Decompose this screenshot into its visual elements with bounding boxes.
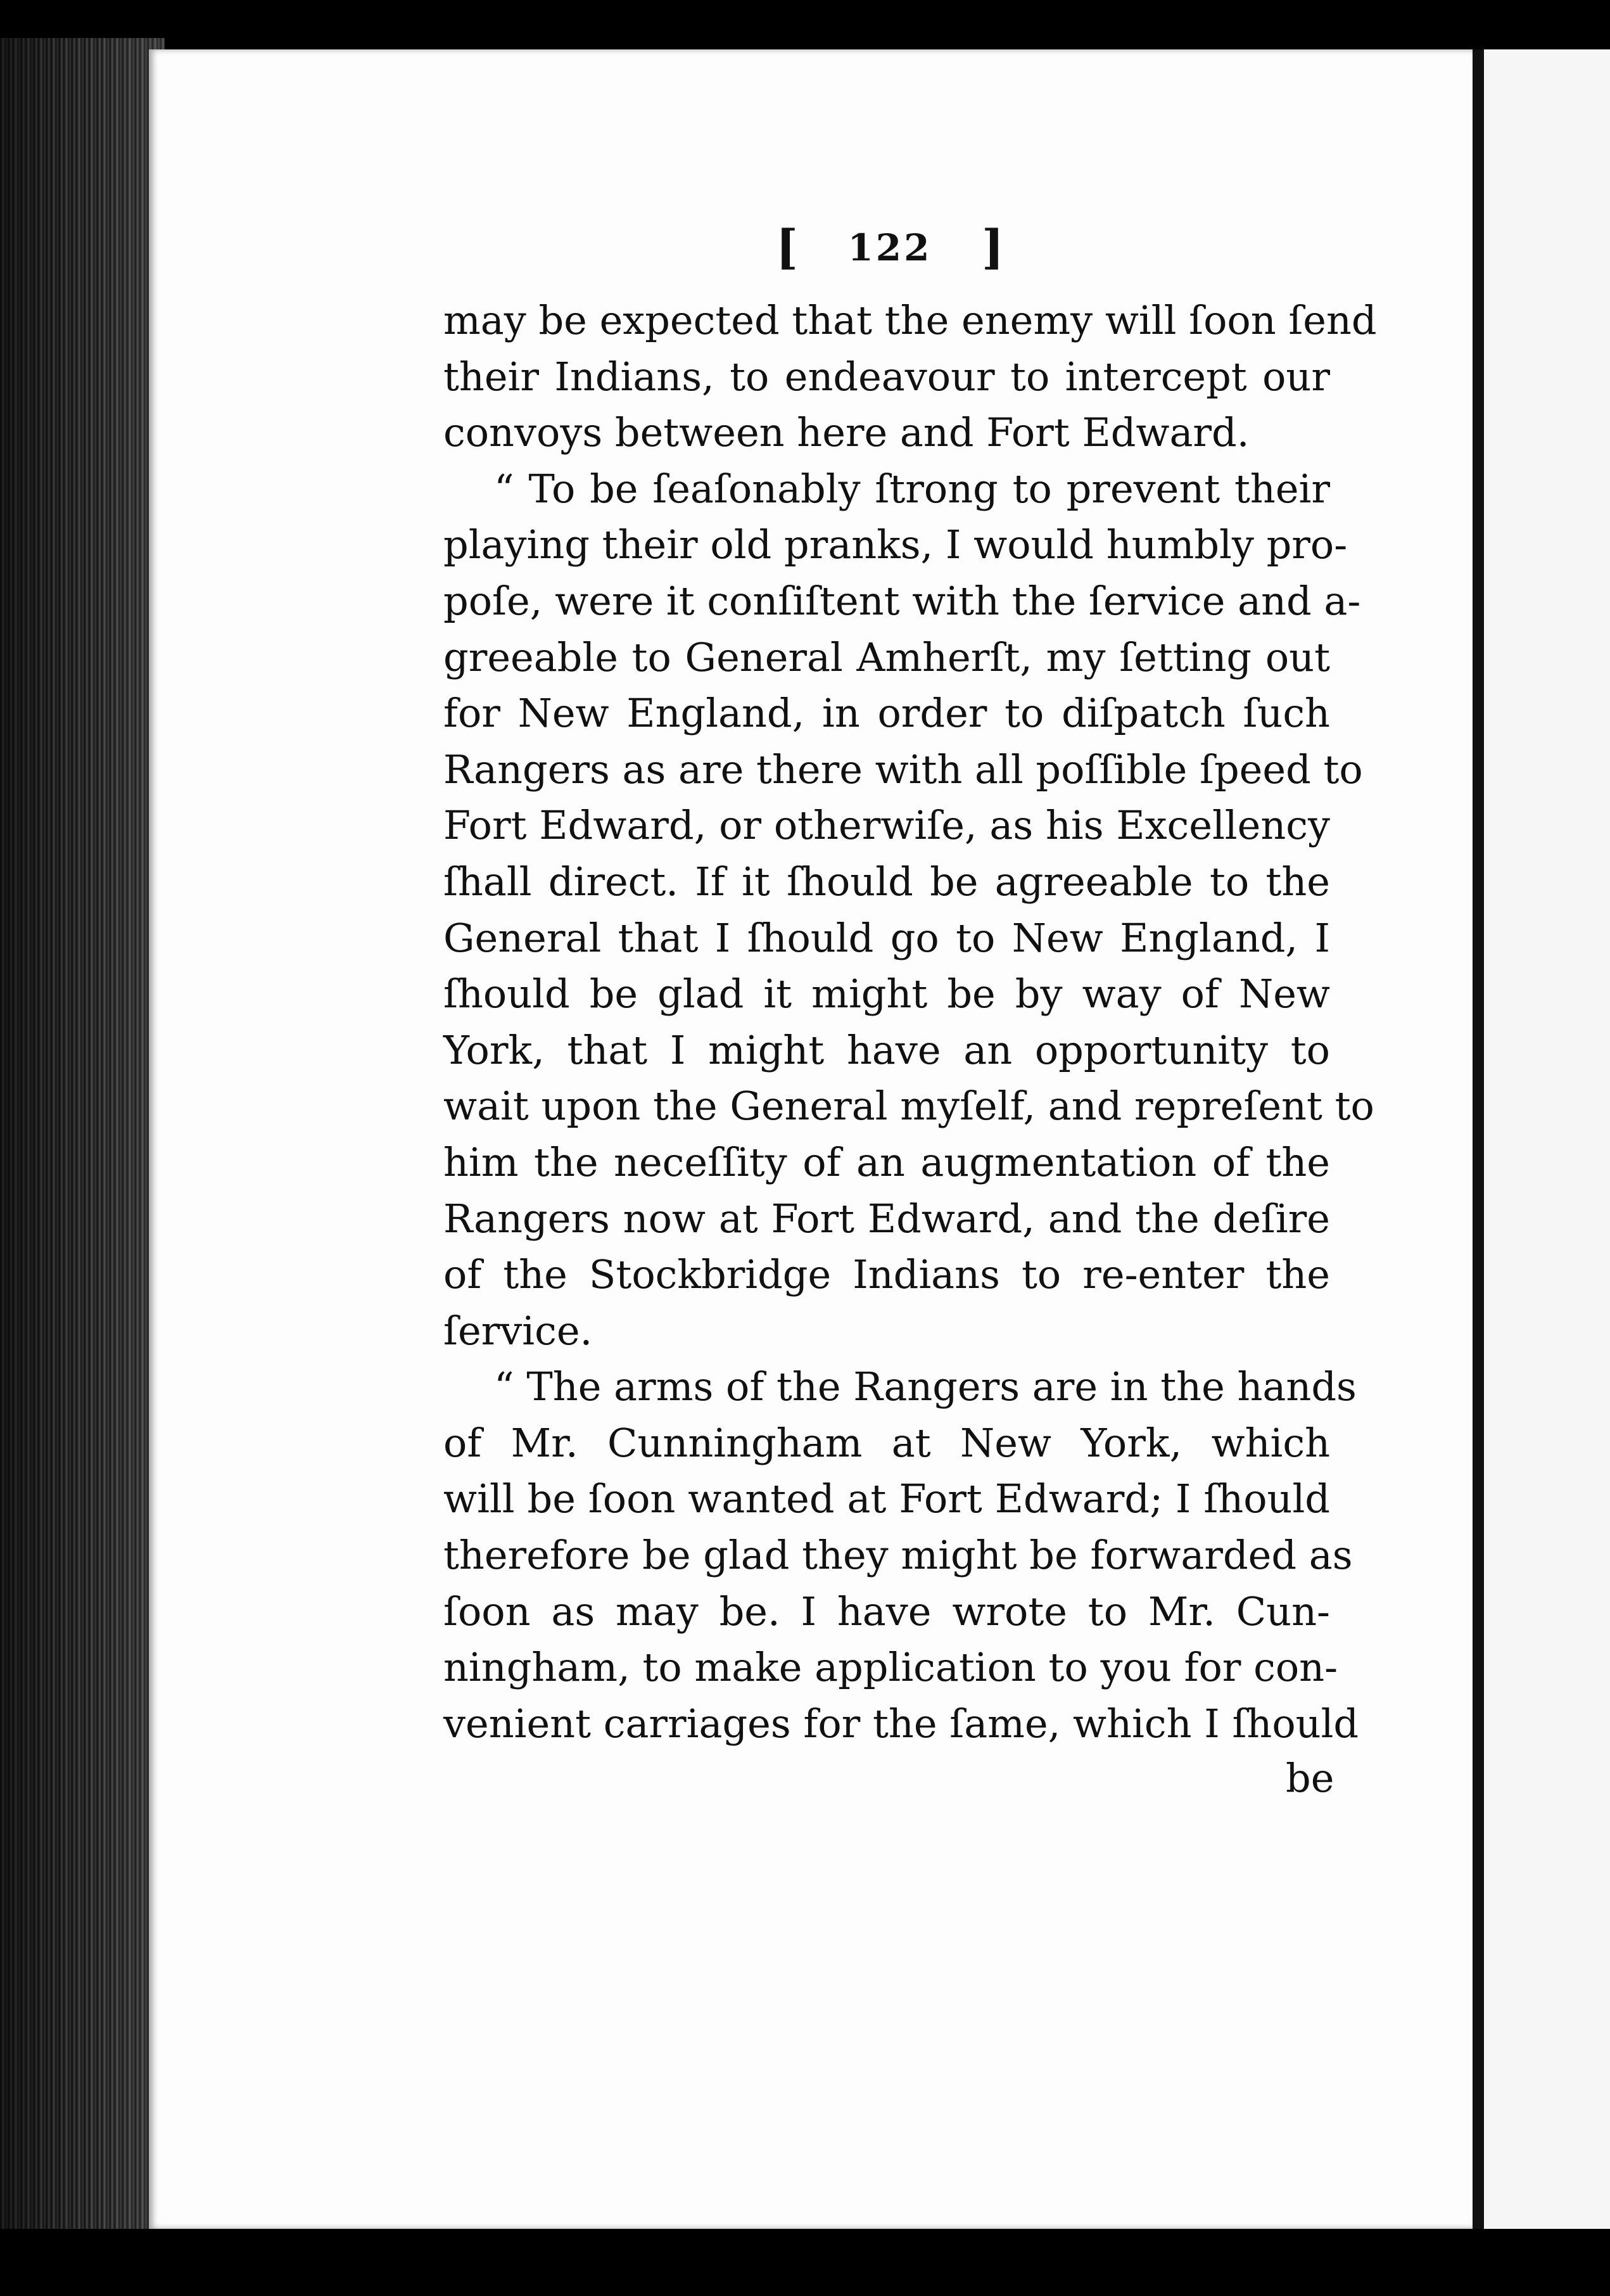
text-line: convoys between here and Fort Edward. bbox=[443, 409, 1250, 456]
text-line: Rangers as are there with all poſſible ſpeed to bbox=[443, 746, 1363, 793]
facing-page-edge bbox=[1484, 49, 1610, 2229]
scan-top-border bbox=[0, 0, 1610, 57]
text-line: ſhould be glad it might be by way of New bbox=[443, 971, 1330, 1017]
text-line: ſhall direct. If it ſhould be agreeable to the bbox=[443, 858, 1330, 905]
text-line: “ The arms of the Rangers are in the hands bbox=[494, 1363, 1357, 1410]
text-line: General that I ſhould go to New England, I bbox=[443, 914, 1330, 961]
text-line: him the neceſſity of an augmentation of the bbox=[443, 1138, 1330, 1185]
text-line: Rangers now at Fort Edward, and the deſire bbox=[443, 1195, 1330, 1242]
page-number: 122 bbox=[847, 226, 932, 269]
header-bracket-left: [ bbox=[776, 220, 799, 275]
text-line: of the Stockbridge Indians to re-enter the bbox=[443, 1251, 1330, 1298]
text-line: York, that I might have an opportunity to bbox=[443, 1026, 1330, 1073]
text-line: of Mr. Cunningham at New York, which bbox=[443, 1419, 1330, 1466]
page-header bbox=[776, 213, 1004, 283]
book-gutter bbox=[1473, 49, 1484, 2229]
body-text bbox=[443, 293, 1377, 1752]
catchword: be bbox=[1286, 1755, 1334, 1801]
text-line: playing their old pranks, I would humbly pro- bbox=[443, 521, 1348, 568]
text-line: will be ſoon wanted at Fort Edward; I ſhould bbox=[443, 1476, 1330, 1522]
text-line: wait upon the General myſelf, and repreſent to bbox=[443, 1083, 1374, 1130]
text-line: may be expected that the enemy will ſoon ſend bbox=[443, 297, 1377, 343]
text-line: their Indians, to endeavour to intercept our bbox=[443, 353, 1330, 400]
text-line: for New England, in order to diſpatch ſuch bbox=[443, 690, 1330, 737]
text-line: Fort Edward, or otherwiſe, as his Excellency bbox=[443, 802, 1330, 849]
scan-bottom-border bbox=[0, 2229, 1610, 2296]
text-line: therefore be glad they might be forwarded as bbox=[443, 1532, 1353, 1579]
text-line: “ To be ſeaſonably ſtrong to prevent their bbox=[494, 465, 1330, 512]
text-line: ſoon as may be. I have wrote to Mr. Cun- bbox=[443, 1588, 1330, 1635]
book-page-edges bbox=[0, 38, 165, 2243]
text-line: poſe, were it conſiſtent with the ſervice and a- bbox=[443, 577, 1361, 624]
text-line: venient carriages for the ſame, which I ſhould bbox=[443, 1700, 1359, 1747]
text-line: ningham, to make application to you for con- bbox=[443, 1644, 1338, 1691]
header-bracket-right: ] bbox=[981, 220, 1004, 275]
text-line: ſervice. bbox=[443, 1307, 593, 1354]
text-line: greeable to General Amherſt, my ſetting out bbox=[443, 634, 1330, 680]
